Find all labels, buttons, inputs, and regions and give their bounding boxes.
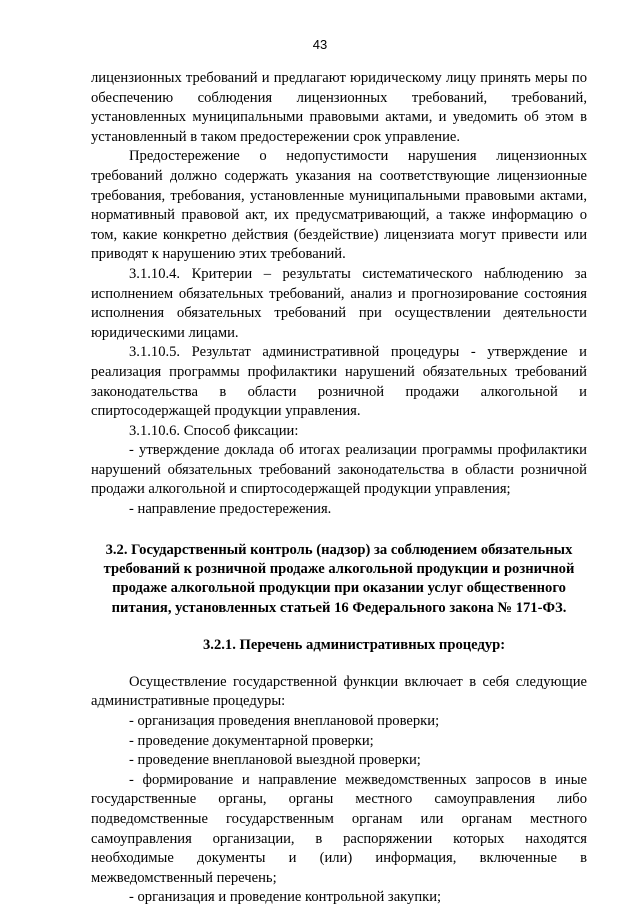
paragraph: 3.1.10.6. Способ фиксации: xyxy=(129,422,299,439)
section-title: 3.2. Государственный контроль (надзор) за соблюдением обязательных требований к розничной продаже алкогольной продукции и розничной продаже алкогольной продукции при оказании услуг общественного питания, установленных статьей 16 Федерального закона № 171-ФЗ. xyxy=(103,541,575,616)
list-item: - организация проведения внеплановой проверки; xyxy=(129,713,440,730)
list-item: - формирование и направление межведомственных запросов в иные государственные органы, органы местного самоуправления либо подведомственные государственным органам или органам местного самоуправления организации, в распоряжении которых находятся необходимые документы и (или) информация, включенные в межведомственный перечень; xyxy=(91,771,587,886)
paragraph: 3.1.10.4. Критерии – результаты систематического наблюдению за исполнением обязательных требований, анализ и прогнозирование состояния исполнения обязательных требований при осуществлении деятельности юридическими лицами. xyxy=(91,265,587,341)
paragraph: 3.1.10.5. Результат административной процедуры - утверждение и реализация программы профилактики нарушений обязательных требований законодательства в области розничной продажи алкогольной и спиртосодержащей продукции управления. xyxy=(91,344,587,420)
page-body xyxy=(91,69,587,908)
paragraph: Предостережение о недопустимости нарушения лицензионных требований должно содержать указания на соответствующие лицензионные требования, требования, установленные муниципальными правовыми актами, нормативный правовой акт, их предусматривающий, а также информацию о том, какие конкретно действия (бездействие) лицензиата могут привести или приводят к нарушению этих требований. xyxy=(91,148,587,263)
list-item: - направление предостережения. xyxy=(129,501,332,518)
page-number: 43 xyxy=(312,37,328,52)
list-item: - проведение внеплановой выездной проверки; xyxy=(129,752,421,769)
paragraph: лицензионных требований и предлагают юридическому лицу принять меры по обеспечению соблюдения лицензионных требований, требований, установленных муниципальными правовыми актами, и уведомить об этом в установленный в таком предостережении срок управление. xyxy=(91,70,587,145)
list-item: - организация и проведение контрольной закупки; xyxy=(129,889,442,906)
subsection-title: 3.2.1. Перечень административных процедур: xyxy=(203,637,506,654)
paragraph: Осуществление государственной функции включает в себя следующие административные процедуры: xyxy=(91,673,587,710)
list-item: - проведение документарной проверки; xyxy=(129,732,374,749)
list-item: - утверждение доклада об итогах реализации программы профилактики нарушений обязательных требований законодательства в области розничной продажи алкогольной и спиртосодержащей продукции управления; xyxy=(91,442,587,498)
